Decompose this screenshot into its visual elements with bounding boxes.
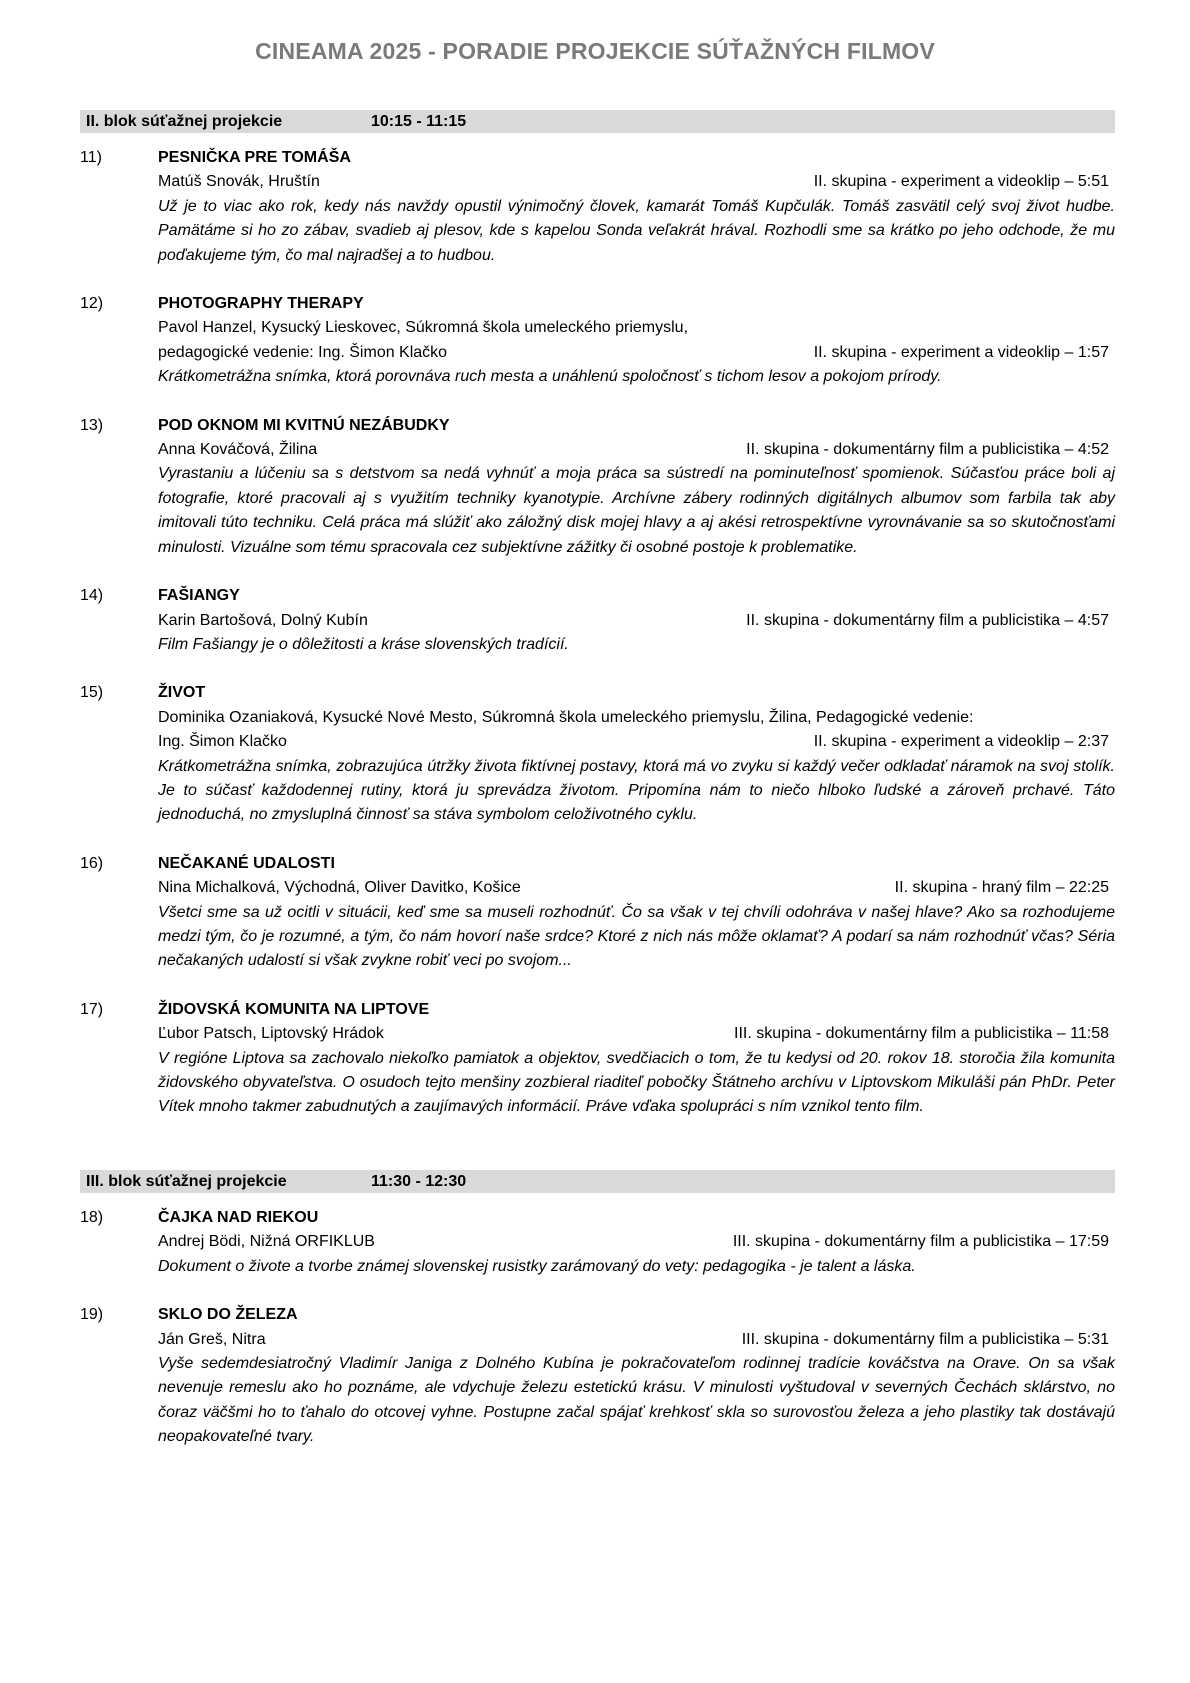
film-category: III. skupina - dokumentárny film a publicistika – 17:59 — [732, 1233, 1109, 1251]
block-title: II. blok súťažnej projekcie — [86, 113, 283, 130]
film-list — [80, 1206, 1115, 1450]
film-category: II. skupina - dokumentárny film a publicistika – 4:52 — [746, 441, 1109, 459]
film-author-line — [158, 1230, 1115, 1254]
film-number: 13) — [80, 416, 104, 434]
film-entry — [80, 1206, 1115, 1279]
block-title: III. blok súťažnej projekcie — [86, 1173, 287, 1190]
film-category: II. skupina - experiment a videoklip – 5:51 — [813, 173, 1109, 191]
film-title: FAŠIANGY — [158, 587, 240, 605]
film-title: ŽIVOT — [158, 684, 206, 702]
film-entry — [80, 584, 1115, 657]
block-time: 10:15 - 11:15 — [371, 113, 467, 130]
film-description: Film Fašiangy je o dôležitosti a kráse slovenských tradícií. — [158, 635, 569, 653]
film-author: Anna Kováčová, Žilina — [158, 441, 318, 459]
film-description: Krátkometrážna snímka, ktorá porovnáva ruch mesta a unáhlenú spoločnosť s tichom lesov a pokojom prírody. — [158, 368, 942, 386]
film-category: II. skupina - hraný film – 22:25 — [894, 879, 1109, 897]
film-entry — [80, 146, 1115, 268]
film-author: Matúš Snovák, Hruštín — [158, 173, 320, 191]
film-number: 16) — [80, 854, 104, 872]
film-number: 15) — [80, 684, 104, 702]
film-title: ČAJKA NAD RIEKOU — [158, 1209, 319, 1226]
block-time: 11:30 - 12:30 — [371, 1173, 467, 1190]
program-block — [80, 110, 1115, 1144]
film-author-line — [158, 341, 1115, 365]
film-title: SKLO DO ŽELEZA — [158, 1306, 298, 1324]
film-title: PESNIČKA PRE TOMÁŠA — [158, 149, 351, 166]
film-number: 14) — [80, 587, 104, 605]
block-header — [80, 1170, 1115, 1193]
film-description: Vyrastaniu a lúčeniu sa s detstvom sa nedá vyhnúť a moja práca sa sústredí na pominuteľnosť spomienok. Súčasťou práce boli aj fotografie, ktoré pracovali aj s využitím techniky kyanotypie. Archívne zábery rodinných digitálnych albumov som farbila tak aby imitovali túto techniku. Celá práca má slúžiť ako záložný disk mojej hlavy a aj akési retrospektívne vyrovnávanie sa so skutočnosťami minulosti. Vizuálne som tému spracovala cez subjektívne zážitky či osobné postoje k problematike. — [158, 465, 1115, 556]
film-description: V regióne Liptova sa zachovalo niekoľko pamiatok a objektov, svedčiacich o tom, že tu kedysi od 20. rokov 18. storočia žila komunita židovského obyvateľstva. O osudoch tejto menšiny zozbieral riaditeľ pobočky Štátneho archívu v Liptovskom Mikuláši pán PhDr. Peter Vítek mnoho takmer zabudnutých a zaujímavých informácií. Práve vďaka spolupráci s ním vznikol tento film. — [158, 1049, 1115, 1116]
film-author-line — [158, 170, 1115, 194]
film-author: pedagogické vedenie: Ing. Šimon Klačko — [158, 343, 448, 361]
film-number: 19) — [80, 1306, 104, 1324]
film-description: Krátkometrážna snímka, zobrazujúca útržky života fiktívnej postavy, ktorá má vo zvyku si každý večer odkladať náramok na svoj stolík. Je to súčasť každodennej rutiny, ktorá ju sprevádza životom. Pripomína nám to niečo hlboko ľudské a zároveň prchavé. Táto jednoduchá, no zmysluplná činnosť sa stáva symbolom celoživotného cyklu. — [158, 757, 1115, 824]
film-author: Ján Greš, Nitra — [158, 1330, 266, 1348]
film-title: PHOTOGRAPHY THERAPY — [158, 295, 364, 313]
film-entry — [80, 998, 1115, 1120]
film-number: 12) — [80, 295, 104, 313]
film-author: Karin Bartošová, Dolný Kubín — [158, 611, 368, 629]
film-category: II. skupina - experiment a videoklip – 2:37 — [813, 733, 1109, 751]
film-number: 17) — [80, 1000, 104, 1018]
film-author-line — [158, 1328, 1115, 1352]
film-entry — [80, 681, 1115, 827]
program-block — [80, 1170, 1115, 1474]
film-author-line — [158, 609, 1115, 633]
film-author: Ing. Šimon Klačko — [158, 733, 287, 751]
film-author: Nina Michalková, Východná, Oliver Davitko, Košice — [158, 879, 521, 897]
film-title: ŽIDOVSKÁ KOMUNITA NA LIPTOVE — [158, 1000, 430, 1018]
film-number: 18) — [80, 1209, 104, 1226]
block-header — [80, 110, 1115, 133]
film-category: II. skupina - experiment a videoklip – 1:57 — [813, 343, 1109, 361]
film-description: Vyše sedemdesiatročný Vladimír Janiga z Dolného Kubína je pokračovateľom rodinnej tradície kováčstva na Orave. On sa však nevenuje remeslu ako ho poznáme, ale vdychuje železu estetickú krásu. V minulosti vyštudoval v severných Čechách sklárstvo, no čoraz väčšmi ho to ťahalo do otcovej vyhne. Postupne začal spájať krehkosť skla so surovosťou železa a jeho plastiky tak dostávajú neopakovateľné tvary. — [158, 1355, 1115, 1446]
film-entry — [80, 852, 1115, 974]
page-title: CINEAMA 2025 - PORADIE PROJEKCIE SÚŤAŽNÝCH FILMOV — [255, 38, 935, 64]
film-author: Ľubor Patsch, Liptovský Hrádok — [158, 1025, 384, 1043]
film-title: POD OKNOM MI KVITNÚ NEZÁBUDKY — [158, 416, 450, 434]
film-category: III. skupina - dokumentárny film a publicistika – 11:58 — [734, 1025, 1109, 1043]
film-author-line — [158, 730, 1115, 754]
film-entry — [80, 292, 1115, 390]
film-entry — [80, 414, 1115, 560]
film-description: Dokument o živote a tvorbe známej slovenskej rusistky zarámovaný do vety: pedagogika - je talent a láska. — [158, 1257, 916, 1275]
film-author-line — [158, 876, 1115, 900]
film-author-line — [158, 438, 1115, 462]
film-description: Už je to viac ako rok, kedy nás navždy opustil výnimočný človek, kamarát Tomáš Kupčulák. Tomáš zasvätil celý svoj život hudbe. Pamätáme si ho zo zábav, svadieb aj plesov, kde s kapelou Sonda veľakrát hrával. Rozhodli sme sa krátko po jeho odchode, že mu poďakujeme tým, čo mal najradšej a to hudbou. — [158, 197, 1115, 264]
film-author: Dominika Ozaniaková, Kysucké Nové Mesto, Súkromná škola umeleckého priemyslu, Žilina, Pedagogické vedenie: — [158, 708, 974, 726]
film-category: II. skupina - dokumentárny film a publicistika – 4:57 — [746, 611, 1109, 629]
film-title: NEČAKANÉ UDALOSTI — [158, 854, 335, 872]
film-author-line — [158, 1022, 1115, 1046]
film-list — [80, 146, 1115, 1120]
film-number: 11) — [80, 149, 102, 166]
film-entry — [80, 1303, 1115, 1449]
film-description: Všetci sme sa už ocitli v situácii, keď sme sa museli rozhodnúť. Čo sa však v tej chvíli odohráva v našej hlave? Ako sa rozhodujeme medzi tým, čo je rozumné, a tým, čo nám hovorí naše srdce? Ktoré z nich nás môže oklamať? A podarí sa nám rozhodnúť včas? Séria nečakaných udalostí si však zvykne robiť veci po svojom... — [158, 903, 1115, 970]
film-category: III. skupina - dokumentárny film a publicistika – 5:31 — [741, 1330, 1109, 1348]
film-author: Andrej Bödi, Nižná ORFIKLUB — [158, 1233, 375, 1251]
film-author: Pavol Hanzel, Kysucký Lieskovec, Súkromná škola umeleckého priemyslu, — [158, 319, 689, 337]
